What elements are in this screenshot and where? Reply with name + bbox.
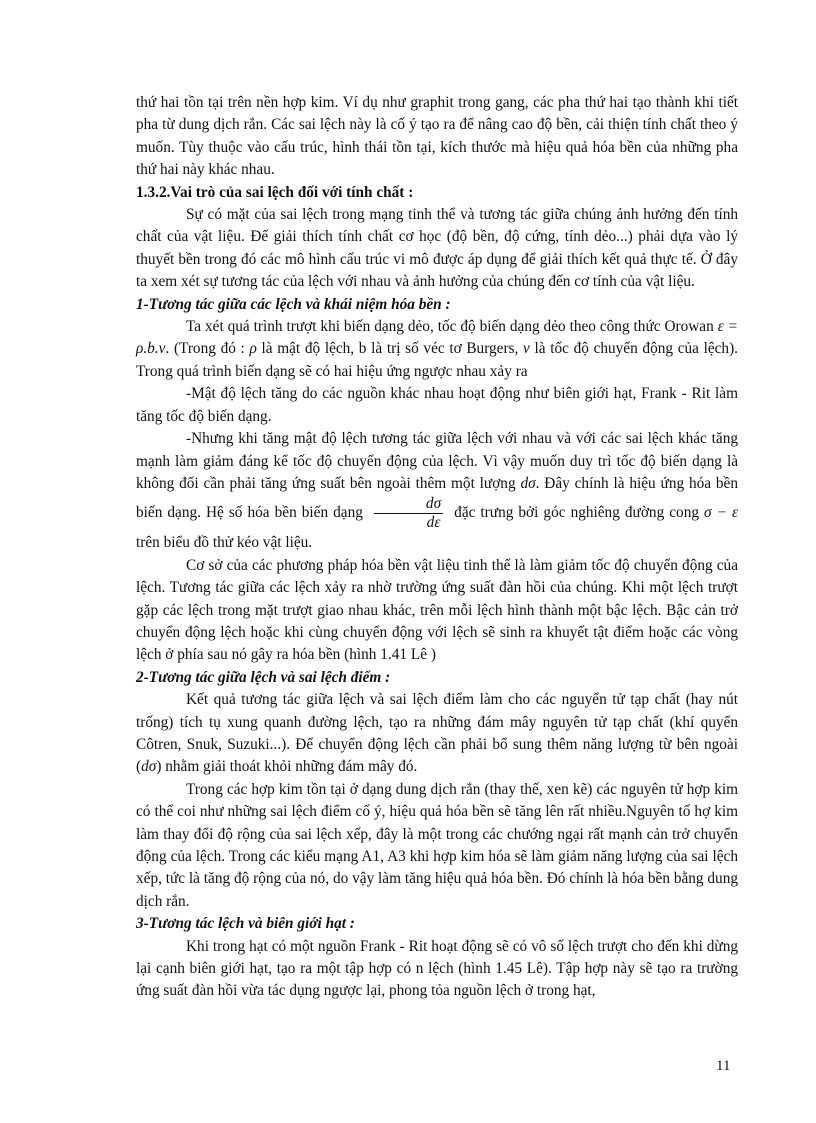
subheading-interaction-hardening: 1-Tương tác giữa các lệch và khái niệm hóa bền : [136,295,451,313]
page-number: 11 [716,1058,731,1074]
paragraph-grain-boundary: Khi trong hạt có một nguồn Frank - Rit hoạt động sẽ có vô số lệch trượt cho đến khi dừng lại cạnh biên giới hạt, tạo ra một tập hợp có n lệch (hình 1.45 Lê). Tập hợp này sẽ tạo ra trường ứng suất đàn hồi vừa tác dụng ngược lại, phong tỏa nguồn lệch ở trong hạt, [136,937,738,1000]
nu-symbol: ν [523,340,530,358]
hardening-coefficient-fraction [374,495,443,532]
point-text-a: Kết quả tương tác giữa lệch và sai lệch điểm làm cho các nguyển tử tạp chất (hay nút trống) tích tụ xung quanh đường lệch, tạo ra những đám mây nguyên tử tạp chất (khí quyển Côtren, Snuk, Suzuki...). Để chuyển động lệch cần phải bổ sung thêm năng lượng từ bên ngoài ( [136,691,738,776]
paragraph-dislocation-density: -Mật độ lệch tăng do các nguồn khác nhau hoạt động như biên giới hạt, Frank - Rit làm tăng tốc độ biến dạng. [136,385,738,425]
paragraph-solid-solution: Trong các hợp kim tồn tại ở dạng dung dịch rắn (thay thế, xen kẽ) các nguyên tử hợp kim có thể coi như những sai lệch điểm cố ý, hiệu quả hóa bền sẽ tăng lên rất nhiều.Nguyên tố hợ kim làm thay đổi độ rộng của sai lệch xếp, đây là một trong các chướng ngại rất mạnh cản trở chuyển động của lệch. Trong các kiểu mạng A1, A3 khi hợp kim hóa sẽ làm giảm năng lượng của sai lệch xếp, tức là tăng độ rộng của nó, do vậy làm tăng hiệu quả hóa bền. Đó chính là hóa bền bằng dung dịch rắn. [136,780,738,910]
orowan-text-b: . (Trong đó : [165,340,250,358]
orowan-formula: ε = ρ.b.ν [136,318,738,358]
fraction-denominator: dε [426,514,441,532]
subheading-grain-boundary: 3-Tương tác lệch và biên giới hạt : [136,915,355,933]
rho-symbol: ρ [249,340,257,358]
hardening-text-c: đặc trưng bởi góc nghiêng đường cong [449,504,705,522]
paragraph-role: Sự có mặt của sai lệch trong mạng tinh thể và tương tác giữa chúng ảnh hưởng đến tính chất của vật liệu. Để giải thích tính chất cơ học (độ bền, độ cứng, tính dẻo...) phải dựa vào lý thuyết bền trong đó các mô hình cấu trúc vi mô được áp dụng để giải thích kết quả thực tế. Ở đây ta xem xét sự tương tác của lệch với nhau và ảnh hưởng của chúng đến cơ tính của vật liệu. [136,206,738,291]
orowan-text-c: là mật độ lệch, b là trị số véc tơ Burgers, [256,340,524,358]
paragraph-orowan [136,316,738,383]
subheading-point-defects: 2-Tương tác giữa lệch và sai lệch điểm : [136,668,391,686]
d-sigma-symbol-2: dσ [141,758,157,776]
document-page [136,92,738,1003]
hardening-text-a: -Nhưng khi tăng mật độ lệch tương tác giữa lệch với nhau và với các sai lệch khác tăng mạnh làm giảm đáng kể tốc độ chuyển động của lệch. Vì vậy muốn duy trì tốc độ biến dạng là không đổi cần phải tăng ứng suất bên ngoài thêm một lượng [136,430,738,492]
hardening-text-b: . Đây chính là hiệu ứng hóa bền biến dạng. Hệ số hóa bền biến dạng [136,474,738,522]
sigma-epsilon-symbol: σ − ε [704,504,739,522]
paragraph-strain-hardening [136,428,738,555]
section-heading-1-3-2: 1.3.2.Vai trò của sai lệch đối với tính chất : [136,183,414,201]
hardening-text-d: trên biểu đồ thử kéo vật liệu. [136,534,313,552]
point-text-b: ) nhằm giải thoát khỏi những đám mây đó. [156,758,418,776]
d-sigma-symbol: dσ [520,474,536,492]
orowan-text-a: Ta xét quá trình trượt khi biến dạng dẻo, tốc độ biến dạng dẻo theo công thức Orowan [186,318,718,336]
paragraph-intro: thứ hai tồn tại trên nền hợp kim. Ví dụ như graphit trong gang, các pha thứ hai tạo thành khi tiết pha từ dung dịch rắn. Các sai lệch này là cố ý tạo ra để nâng cao độ bền, cải thiện tính chất theo ý muốn. Tùy thuộc vào cấu trúc, hình thái tồn tại, kích thước mà hiệu quả hóa bền của những pha thứ hai này khác nhau. [136,94,738,179]
orowan-text-d: là tốc độ chuyển động của lệch). Trong quá trình biến dạng sẽ có hai hiệu ứng ngược nhau xảy ra [136,340,738,380]
paragraph-hardening-basis: Cơ sở của các phương pháp hóa bền vật liệu tinh thể là làm giảm tốc độ chuyển động của lệch. Tương tác giữa các lệch xảy ra nhờ trường ứng suất đàn hồi của chúng. Khi một lệch trượt gặp các lệch trong mặt trượt giao nhau khác, trên mỗi lệch hình thành một bậc lệch. Bậc cản trở chuyển động lệch hoặc khi cùng chuyển động với lệch sẽ sinh ra khuyết tật điểm hoặc các vòng lệch ở phía sau nó gây ra hóa bền (hình 1.41 Lê ) [136,556,738,664]
fraction-numerator: dσ [374,495,443,514]
paragraph-point-defects [136,689,738,779]
